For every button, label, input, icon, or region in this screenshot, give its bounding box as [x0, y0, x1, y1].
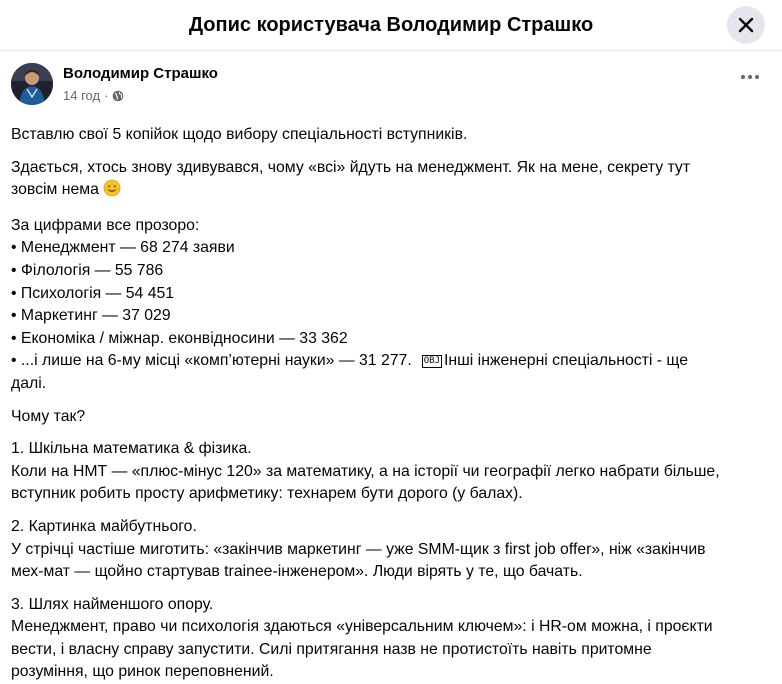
more-options-icon	[741, 75, 745, 79]
section-heading: 3. Шлях найменшого опору.	[11, 595, 214, 613]
post-body	[11, 124, 771, 684]
meta-separator: ·	[104, 88, 109, 103]
post-paragraph: зовсім нема	[11, 179, 771, 205]
list-item: • Економіка / міжнар. еконвідносини — 33 362	[11, 329, 348, 347]
post-paragraph: Коли на НМТ — «плюс-мінус 120» за математику, а на історії чи географії легко набрати більше,	[11, 462, 720, 480]
dialog-header	[0, 0, 782, 51]
list-item-continuation: далі.	[11, 374, 47, 392]
section-heading: 1. Шкільна математика & фізика.	[11, 440, 252, 458]
post-paragraph: За цифрами все прозоро:	[11, 216, 200, 234]
post-paragraph: Чому так?	[11, 407, 86, 425]
list-item: • ...і лише на 6-му місці «комп’ютерні науки» — 31 277. OBJ Інші інженерні спеціальності - ще	[11, 352, 689, 370]
post-meta	[63, 88, 124, 103]
close-icon	[738, 17, 754, 33]
object-replacement-glyph: OBJ	[423, 356, 440, 367]
post-header	[0, 51, 782, 109]
list-item: • Психологія — 54 451	[11, 284, 175, 302]
post-paragraph: У стрічці частіше миготить: «закінчив маркетинг — уже SMM-щик з first job offer», ніж «закінчив	[11, 540, 706, 558]
post-paragraph: вступник робить просту арифметику: технарем бути дорого (у балах).	[11, 485, 523, 503]
dialog-title: Допис користувача Володимир Страшко	[188, 13, 594, 36]
post-paragraph: розуміння, що ринок переповнений.	[11, 663, 274, 681]
smiling-face-emoji	[103, 179, 121, 205]
list-item: • Філологія — 55 786	[11, 261, 164, 279]
section-heading: 2. Картинка майбутнього.	[11, 517, 197, 535]
globe-icon	[112, 90, 124, 102]
avatar[interactable]	[11, 63, 53, 105]
close-button[interactable]	[727, 6, 765, 44]
author-name[interactable]: Володимир Страшко	[63, 65, 218, 82]
list-item: • Менеджмент — 68 274 заяви	[11, 239, 235, 257]
more-options-button[interactable]	[738, 69, 762, 85]
post-paragraph: Здається, хтось знову здивувався, чому «всі» йдуть на менеджмент. Як на мене, секрету тут	[11, 158, 691, 176]
post-paragraph: вести, і власну справу запустити. Силі притягання назв не протистоїть навіть притомне	[11, 640, 652, 658]
post-paragraph: мех-мат — щойно стартував trainee-інженером». Люди вірять у те, що бачать.	[11, 563, 583, 581]
post-paragraph: Менеджмент, право чи психологія здаються «універсальним ключем»: і HR-ом можна, і проєкти	[11, 618, 713, 636]
post-time[interactable]: 14 год	[63, 88, 101, 103]
post-paragraph: Вставлю свої 5 копійок щодо вибору спеціальності вступників.	[11, 126, 468, 143]
list-item: • Маркетинг — 37 029	[11, 307, 171, 325]
